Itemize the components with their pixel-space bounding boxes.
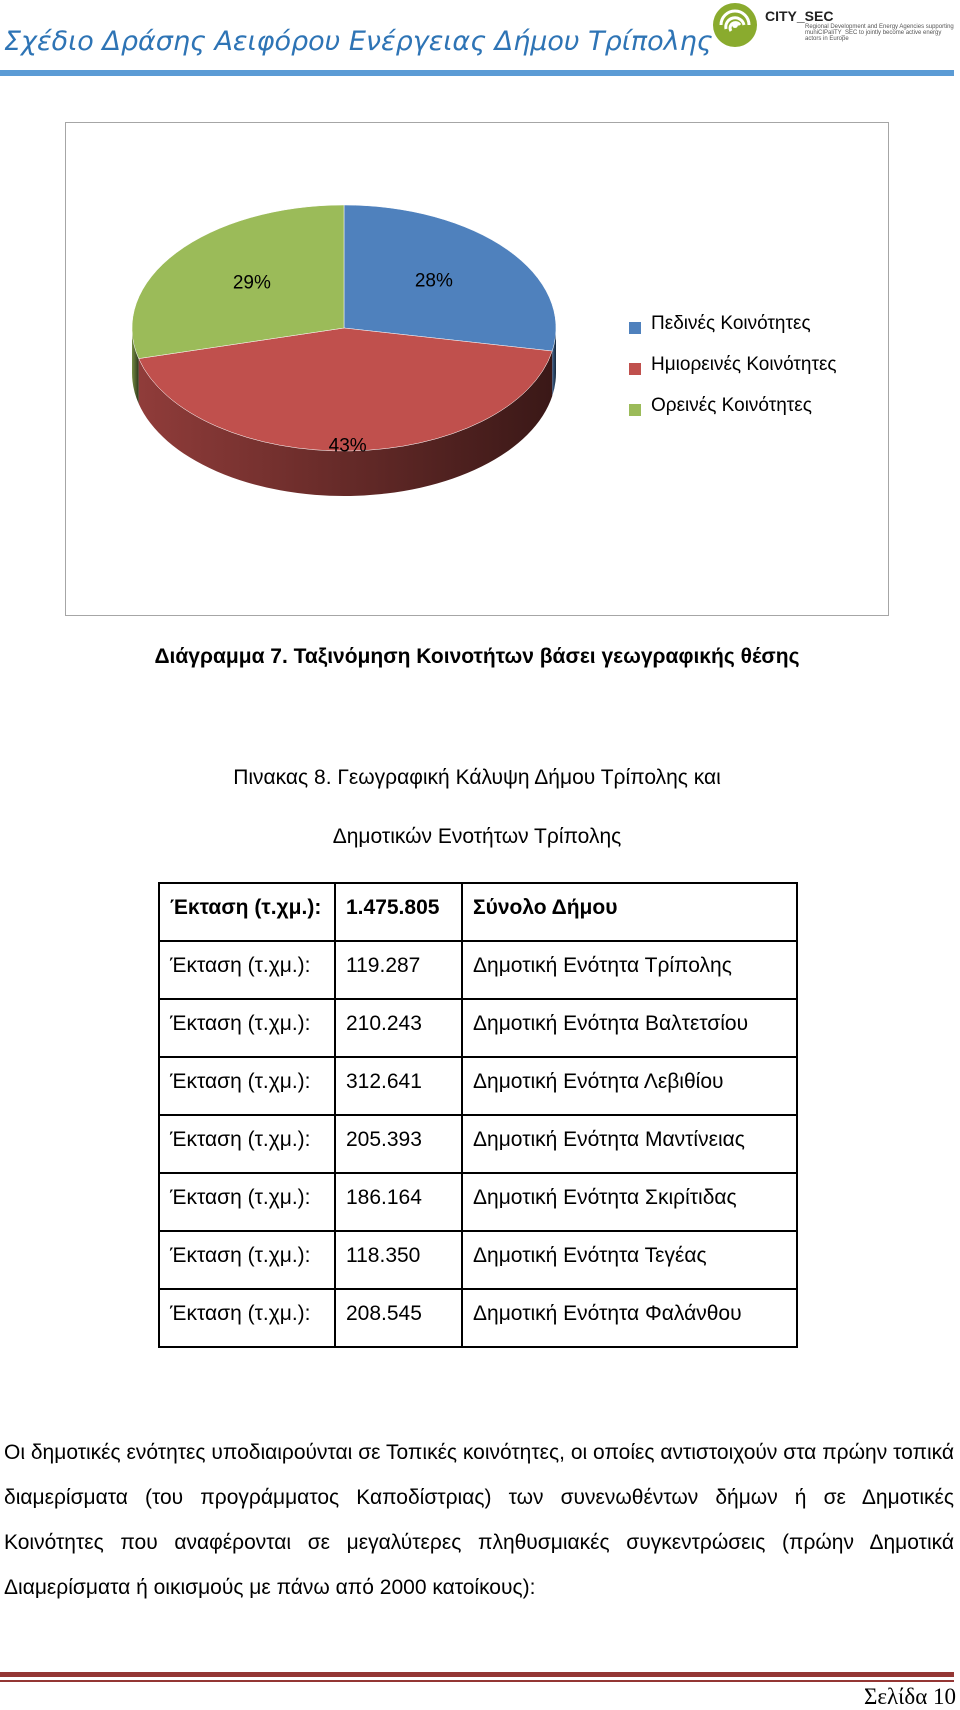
page-number: Σελίδα 10: [863, 1684, 956, 1709]
city-sec-logo: [710, 0, 960, 50]
unit-name-cell: Δημοτική Ενότητα Τεγέας: [462, 1231, 797, 1289]
table-title-line-1: Πινακας 8. Γεωγραφική Κάλυψη Δήμου Τρίπολης και: [233, 766, 721, 789]
unit-name-cell: Δημοτική Ενότητα Βαλτετσίου: [462, 999, 797, 1057]
pie-slice-label: 28%: [414, 270, 453, 292]
table-row: [159, 1173, 797, 1231]
area-label-cell: Έκταση (τ.χμ.):: [159, 999, 335, 1057]
unit-name-cell: Σύνολο Δήμου: [462, 883, 797, 941]
logo-tagline: Regional Development and Energy Agencies supporting muniCIPaliTY_SEC to jointly become active energy actors in Europe: [805, 24, 954, 42]
area-label-cell: Έκταση (τ.χμ.):: [159, 1231, 335, 1289]
legend-label: Πεδινές Κοινότητες: [651, 313, 811, 334]
area-value-cell: 119.287: [335, 941, 462, 999]
unit-name-cell: Δημοτική Ενότητα Φαλάνθου: [462, 1289, 797, 1347]
pie-slice-label: 29%: [232, 272, 271, 294]
unit-name-cell: Δημοτική Ενότητα Μαντίνειας: [462, 1115, 797, 1173]
area-label-cell: Έκταση (τ.χμ.):: [159, 1057, 335, 1115]
body-paragraph: Οι δημοτικές ενότητες υποδιαιρούνται σε Τοπικές κοινότητες, οι οποίες αντιστοιχούν στα πρώην τοπικά διαμερίσματα (του προγράμματος Καποδίστριας) των συνενωθέντων δήμων ή σε Δημοτικές Κοινότητες που αναφέρονται σε μεγαλύτερες πληθυσμιακές συγκεντρώσεις (πρώην Δημοτικά Διαμερίσματα ή οικισμούς με πάνω από 2000 κατοίκους):: [4, 1441, 954, 1599]
area-value-cell: 118.350: [335, 1231, 462, 1289]
unit-name-cell: Δημοτική Ενότητα Τρίπολης: [462, 941, 797, 999]
header-rule: [0, 70, 954, 76]
unit-name-cell: Δημοτική Ενότητα Λεβιθίου: [462, 1057, 797, 1115]
area-label-cell: Έκταση (τ.χμ.):: [159, 883, 335, 941]
legend-swatch: [629, 404, 641, 416]
area-value-cell: 312.641: [335, 1057, 462, 1115]
table-row: [159, 999, 797, 1057]
logo-name: CITY_SEC: [765, 8, 834, 24]
area-label-cell: Έκταση (τ.χμ.):: [159, 1289, 335, 1347]
footer-rule-thin: [0, 1680, 954, 1682]
table-row: [159, 1115, 797, 1173]
area-table: [158, 882, 798, 1348]
table-title-line-2: Δημοτικών Ενοτήτων Τρίπολης: [332, 825, 622, 848]
legend-swatch: [629, 322, 641, 334]
table-row: [159, 1289, 797, 1347]
table-row: [159, 883, 797, 941]
area-value-cell: 210.243: [335, 999, 462, 1057]
area-label-cell: Έκταση (τ.χμ.):: [159, 941, 335, 999]
area-value-cell: 1.475.805: [335, 883, 462, 941]
legend-label: Ορεινές Κοινότητες: [651, 395, 812, 416]
footer-rule-thick: [0, 1672, 954, 1677]
table-row: [159, 1231, 797, 1289]
legend-swatch: [629, 363, 641, 375]
area-label-cell: Έκταση (τ.χμ.):: [159, 1115, 335, 1173]
table-row: [159, 1057, 797, 1115]
table-row: [159, 941, 797, 999]
pie-slice-label: 43%: [328, 435, 367, 457]
chart-caption: Διάγραμμα 7. Ταξινόμηση Κοινοτήτων βάσει γεωγραφικής θέσης: [154, 645, 800, 668]
unit-name-cell: Δημοτική Ενότητα Σκιρίτιδας: [462, 1173, 797, 1231]
area-value-cell: 205.393: [335, 1115, 462, 1173]
swirl-logo-icon: [710, 0, 760, 50]
pie-chart: [65, 122, 889, 616]
area-label-cell: Έκταση (τ.χμ.):: [159, 1173, 335, 1231]
legend-label: Ημιορεινές Κοινότητες: [651, 354, 837, 375]
area-value-cell: 208.545: [335, 1289, 462, 1347]
document-title: Σχέδιο Δράσης Αειφόρου Ενέργειας Δήμου Τρίπολης: [4, 26, 713, 57]
area-value-cell: 186.164: [335, 1173, 462, 1231]
